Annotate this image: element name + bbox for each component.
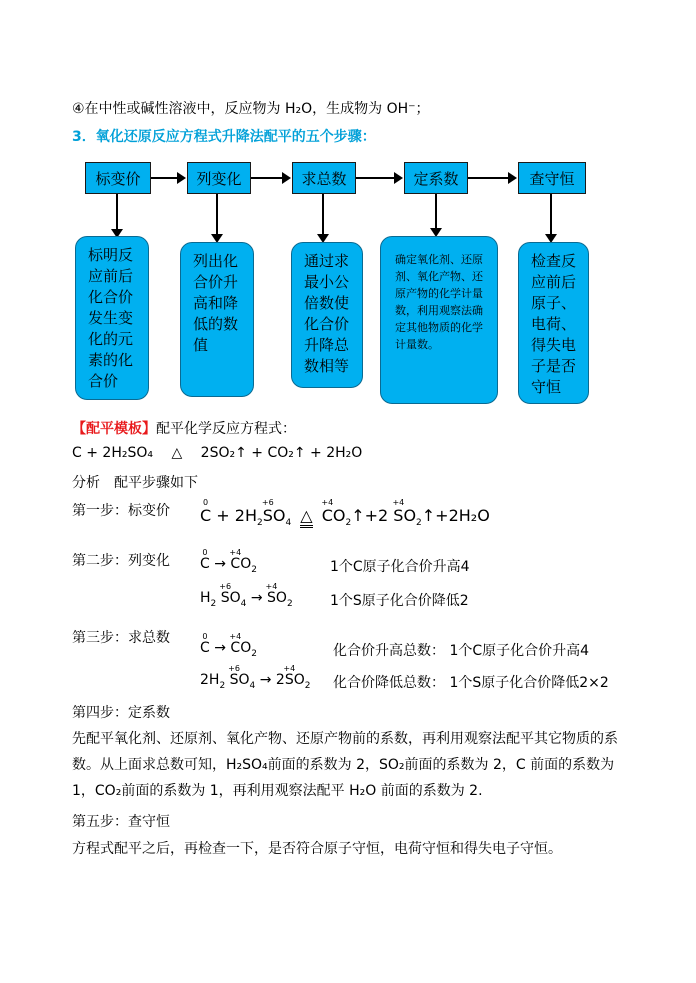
detail-box-1: 标明反应前后化合价发生变化的元素的化合价 — [75, 236, 149, 400]
arrow-down-5 — [550, 194, 552, 241]
detail-box-4: 确定氧化剂、还原剂、氧化产物、还原产物的化学计量数，利用观察法确定其他物质的化学计量数。 — [380, 236, 498, 404]
template-tag: 【配平模板】 — [72, 421, 156, 437]
step-box-2: 列变化 — [187, 162, 251, 194]
step-box-1: 标变价 — [85, 162, 151, 194]
step3-row2-note: 化合价降低总数： 1个S原子化合价降低2×2 — [333, 675, 609, 691]
reaction-condition: △ — [171, 445, 183, 461]
step1-equation: 0 $C + 2H_2$ +6 $SO_4$ △ +4 $CO_2↑+2$ +4 $SO_2↑+2H_2O$ — [200, 498, 490, 529]
reaction-equation — [72, 445, 362, 461]
step2-row1-note: 1个C原子化合价升高4 — [330, 559, 470, 575]
template-line — [72, 418, 296, 438]
step5-text: 方程式配平之后，再检查一下，是否符合原子守恒，电荷守恒和得失电子守恒。 — [72, 841, 562, 857]
step-box-5: 查守恒 — [518, 162, 586, 194]
step2-row1-equation: 0 C → +4 $CO_2$ — [200, 548, 257, 575]
section-heading: 3．氧化还原反应方程式升降法配平的五个步骤： — [72, 129, 376, 145]
step-box-3: 求总数 — [292, 162, 356, 194]
arrow-right-1 — [151, 177, 184, 179]
arrow-right-2 — [251, 177, 289, 179]
step2-row2-equation: $H_2$ +6 $SO_4$ → +4 $SO_2$ — [200, 582, 293, 609]
intro-line: ④在中性或碱性溶液中，反应物为 H₂O，生成物为 OH⁻； — [72, 101, 430, 117]
arrow-down-1 — [116, 194, 118, 236]
arrow-down-3 — [322, 194, 324, 241]
step3-label: 第三步：求总数 — [72, 630, 170, 646]
detail-box-3: 通过求最小公倍数使化合价升降总数相等 — [291, 242, 363, 388]
step5-label: 第五步：查守恒 — [72, 814, 170, 830]
reaction-rhs: 2SO₂↑ + CO₂↑ + 2H₂O — [200, 445, 363, 461]
detail-box-2: 列出化合价升高和降低的数值 — [180, 242, 254, 397]
arrow-down-2 — [216, 194, 218, 241]
step-box-4: 定系数 — [404, 162, 468, 194]
step3-row1-note: 化合价升高总数： 1个C原子化合价升高4 — [333, 643, 590, 659]
step2-label: 第二步：列变化 — [72, 553, 170, 569]
reaction-lhs: C + 2H₂SO₄ — [72, 445, 153, 461]
arrow-right-3 — [356, 177, 401, 179]
step4-text: 先配平氧化剂、还原剂、氧化产物、还原产物前的系数，再利用观察法配平其它物质的系数。从上面求总数可知，H₂SO₄前面的系数为 2，SO₂前面的系数为 2，C 前面的系数为 1，CO₂前面的系数为 1，再利用观察法配平 H₂O 前面的系数为 2. — [72, 731, 618, 799]
arrow-right-4 — [468, 177, 515, 179]
step2-row2-note: 1个S原子化合价降低2 — [330, 593, 469, 609]
arrow-down-4 — [435, 194, 437, 235]
step4-label: 第四步：定系数 — [72, 705, 170, 721]
step3-row2-equation: $2H_2$ +6 $SO_4 \to 2$ +4 $SO_2$ — [200, 664, 311, 691]
analysis-line: 分析 配平步骤如下 — [72, 475, 198, 491]
step1-label: 第一步：标变价 — [72, 503, 170, 519]
template-text: 配平化学反应方程式： — [156, 421, 296, 437]
detail-box-5: 检查反应前后原子、电荷、得失电子是否守恒 — [518, 242, 589, 404]
step3-row1-equation: 0 C → +4 $CO_2$ — [200, 632, 257, 659]
